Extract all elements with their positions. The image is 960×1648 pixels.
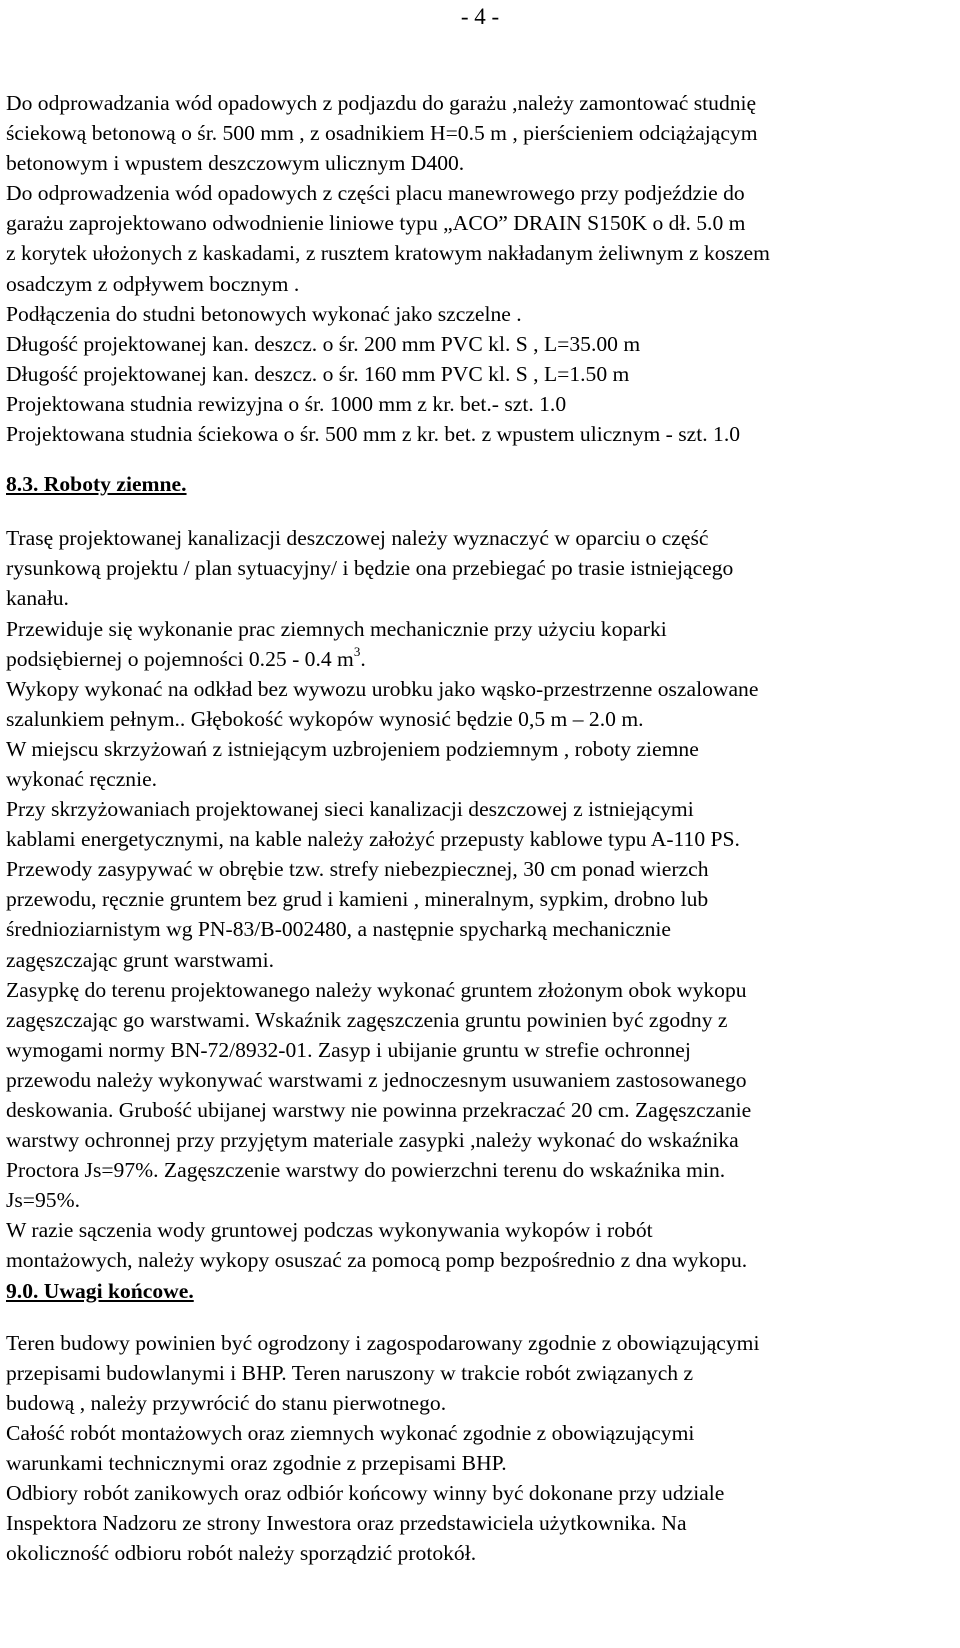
text-line: garażu zaprojektowano odwodnienie liniowe typu „ACO” DRAIN S150K o dł. 5.0 m (6, 211, 746, 236)
text-line: Przewody zasypywać w obrębie tzw. strefy niebezpiecznej, 30 cm ponad wierzch (6, 857, 709, 882)
text-line: szalunkiem pełnym.. Głębokość wykopów wynosić będzie 0,5 m – 2.0 m. (6, 706, 644, 731)
text-line: Przewiduje się wykonanie prac ziemnych mechanicznie przy użyciu koparki (6, 616, 667, 641)
text-line: Trasę projektowanej kanalizacji deszczowej należy wyznaczyć w oparciu o część (6, 526, 709, 551)
section-heading-text: 9.0. Uwagi końcowe. (6, 1278, 194, 1303)
text-line: zagęszczając go warstwami. Wskaźnik zagęszczenia gruntu powinien być zgodny z (6, 1007, 728, 1032)
text-line: warstwy ochronnej przy przyjętym materiale zasypki ,należy wykonać do wskaźnika (6, 1128, 739, 1153)
text-line: przewodu, ręcznie gruntem bez grud i kamieni , mineralnym, sypkim, drobno lub (6, 887, 709, 912)
text-line: okoliczność odbioru robót należy sporządzić protokół. (6, 1541, 477, 1566)
text-line: Podłączenia do studni betonowych wykonać jako szczelne . (6, 301, 522, 326)
page-number: - 4 - (460, 4, 500, 29)
document-body (6, 88, 951, 1568)
excavator-period: . (360, 646, 366, 671)
text-line: przepisami budowlanymi i BHP. Teren naruszony w trakcie robót związanych z (6, 1360, 694, 1385)
text-line: przewodu należy wykonywać warstwami z jednoczesnym usuwaniem zastosowanego (6, 1067, 747, 1092)
text-line: warunkami technicznymi oraz zgodnie z przepisami BHP. (6, 1451, 507, 1476)
text-line: Długość projektowanej kan. deszcz. o śr. 200 mm PVC kl. S , L=35.00 m (6, 331, 641, 356)
section-heading-8-3 (6, 469, 951, 499)
excavator-capacity-line (6, 644, 951, 674)
text-line: zagęszczając grunt warstwami. (6, 947, 274, 972)
text-line: wykonać ręcznie. (6, 766, 158, 791)
text-line: średnioziarnistym wg PN-83/B-002480, a następnie spycharką mechanicznie (6, 917, 672, 942)
text-line: Długość projektowanej kan. deszcz. o śr. 160 mm PVC kl. S , L=1.50 m (6, 361, 630, 386)
text-line: kablami energetycznymi, na kable należy założyć przepusty kablowe typu A-110 PS. (6, 827, 740, 852)
text-line: osadczym z odpływem bocznym . (6, 271, 300, 296)
text-line: Projektowana studnia rewizyjna o śr. 1000 mm z kr. bet.- szt. 1.0 (6, 391, 567, 416)
text-line: Zasypkę do terenu projektowanego należy wykonać gruntem złożonym obok wykopu (6, 977, 747, 1002)
text-line: Wykopy wykonać na odkład bez wywozu urobku jako wąsko-przestrzenne oszalowane (6, 676, 759, 701)
text-line: Js=95%. (6, 1188, 80, 1213)
text-line: Odbiory robót zanikowych oraz odbiór końcowy winny być dokonane przy udziale (6, 1481, 725, 1506)
text-line: Całość robót montażowych oraz ziemnych wykonać zgodnie z obowiązującymi (6, 1420, 695, 1445)
text-line: betonowym i wpustem deszczowym ulicznym D400. (6, 151, 465, 176)
section-heading-text: 8.3. Roboty ziemne. (6, 472, 187, 497)
text-line: Przy skrzyżowaniach projektowanej sieci kanalizacji deszczowej z istniejącymi (6, 797, 694, 822)
drainage-section (6, 88, 951, 449)
text-line: W razie sączenia wody gruntowej podczas wykonywania wykopów i robót (6, 1218, 653, 1243)
text-line: deskowania. Grubość ubijanej warstwy nie powinna przekraczać 20 cm. Zagęszczanie (6, 1098, 752, 1122)
text-line: kanału. (6, 586, 69, 611)
final-remarks-section (6, 1328, 951, 1569)
text-line: Proctora Js=97%. Zagęszczenie warstwy do powierzchni terenu do wskaźnika min. (6, 1158, 726, 1183)
text-line: Inspektora Nadzoru ze strony Inwestora oraz przedstawiciela użytkownika. Na (6, 1511, 687, 1536)
text-line: Do odprowadzania wód opadowych z podjazdu do garażu ,należy zamontować studnię (6, 91, 757, 115)
text-line: Projektowana studnia ściekowa o śr. 500 mm z kr. bet. z wpustem ulicznym - szt. 1.0 (6, 422, 741, 447)
text-line: W miejscu skrzyżowań z istniejącym uzbrojeniem podziemnym , roboty ziemne (6, 736, 699, 761)
text-line: rysunkową projektu / plan sytuacyjny/ i będzie ona przebiegać po trasie istniejącego (6, 556, 734, 581)
section-heading-9-0 (6, 1276, 951, 1306)
text-line: montażowych, należy wykopy osuszać za pomocą pomp bezpośrednio z dna wykopu. (6, 1248, 748, 1273)
text-line: ściekową betonową o śr. 500 mm , z osadnikiem H=0.5 m , pierścieniem odciążającym (6, 121, 758, 146)
text-line: Do odprowadzenia wód opadowych z części placu manewrowego przy podjeździe do (6, 181, 745, 206)
text-line: wymogami normy BN-72/8932-01. Zasyp i ubijanie gruntu w strefie ochronnej (6, 1037, 691, 1062)
excavator-text: podsiębiernej o pojemności 0.25 - 0.4 m (6, 646, 354, 671)
text-line: budową , należy przywrócić do stanu pierwotnego. (6, 1390, 447, 1415)
earthworks-section (6, 523, 951, 1275)
text-line: Teren budowy powinien być ogrodzony i zagospodarowany zgodnie z obowiązującymi (6, 1330, 760, 1355)
superscript-exponent: 3 (353, 643, 361, 659)
text-line: z korytek ułożonych z kaskadami, z rusztem kratowym nakładanym żeliwnym z koszem (6, 241, 770, 266)
